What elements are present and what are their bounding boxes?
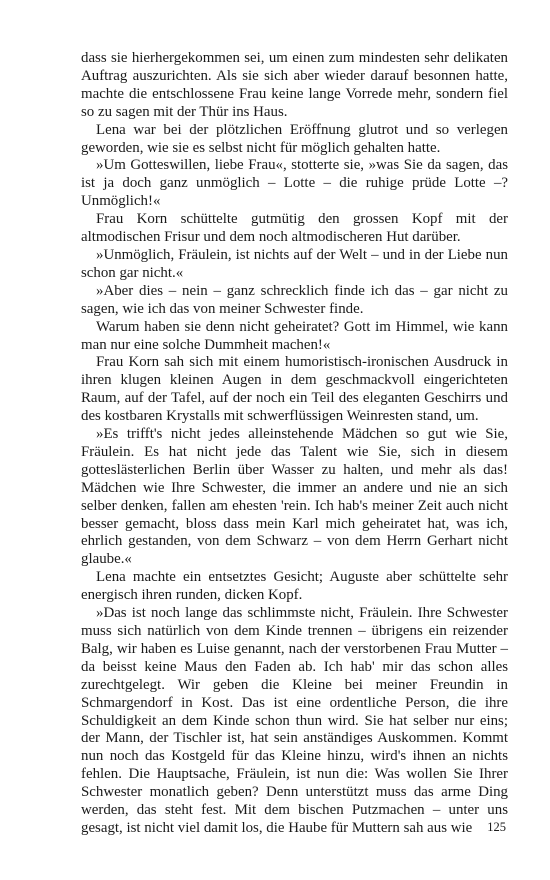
paragraph: »Aber dies – nein – ganz schrecklich finde ich das – gar nicht zu sagen, wie ich das von meiner Schwester finde. xyxy=(81,282,508,317)
paragraph: »Es trifft's nicht jedes alleinstehende Mädchen so gut wie Sie, Fräulein. Es hat nicht jede das Talent wie Sie, sich in diesem gotteslästerlichen Berlin über Wasser zu halten, und mehr als das! Mädchen wie Ihre Schwester, die immer an andere und nie an sich selber denken, fallen am ehesten 'rein. Ich hab's meiner Zeit auch nicht besser gemacht, bloss dass mein Karl mich geheiratet hat, was ich, ehrlich gestanden, von dem Schwarz – von dem Herrn Gerhart nicht glaube.« xyxy=(81,426,508,568)
page-number: 125 xyxy=(487,820,506,834)
paragraph: dass sie hierhergekommen sei, um einen zum mindesten sehr delikaten Auftrag auszurichten. Als sie sich aber wieder darauf besonnen hatte, machte die entschlossene Frau keine lange Vorrede mehr, sondern fiel so zu sagen mit der Thür ins Haus. xyxy=(81,50,508,120)
paragraph: Lena war bei der plötzlichen Eröffnung glutrot und so verlegen geworden, wie sie es selbst nicht für möglich gehalten hatte. xyxy=(81,121,508,156)
paragraph: Frau Korn schüttelte gutmütig den grossen Kopf mit der altmodischen Frisur und dem noch altmodischeren Hut darüber. xyxy=(81,211,508,246)
paragraph: Frau Korn sah sich mit einem humoristisch-ironischen Ausdruck in ihren klugen kleinen Augen in dem geschmackvoll eingerichteten Raum, auf der Tafel, auf der noch ein Teil des eleganten Geschirrs und des kostbaren Krystalls mit schwerflüssigen Weinresten stand, um. xyxy=(81,354,508,425)
page-body xyxy=(81,50,508,838)
paragraph: »Um Gotteswillen, liebe Frau«, stotterte sie, »was Sie da sagen, das ist ja doch ganz unmöglich – Lotte – die ruhige prüde Lotte –? Unmöglich!« xyxy=(81,157,508,210)
paragraph: »Unmöglich, Fräulein, ist nichts auf der Welt – und in der Liebe nun schon gar nicht.« xyxy=(81,246,508,281)
paragraph: Warum haben sie denn nicht geheiratet? Gott im Himmel, wie kann man nur eine solche Dummheit machen!« xyxy=(81,318,508,353)
paragraph: Lena machte ein entsetztes Gesicht; Auguste aber schüttelte sehr energisch ihren runden, dicken Kopf. xyxy=(81,569,508,604)
paragraph: »Das ist noch lange das schlimmste nicht, Fräulein. Ihre Schwester muss sich natürlich von dem Kinde trennen – übrigens ein reizender Balg, wir haben es Luise genannt, nach der verstorbenen Frau Mutter – da beisst keine Maus den Faden ab. Ich hab' mir das schon alles zurechtgelegt. Wir geben die Kleine bei meiner Freundin in Schmargendorf in Kost. Das ist eine ordentliche Person, die ihre Schuldigkeit an dem Kinde schon thun wird. Sie hat selber nur eins; der Mann, der Tischler ist, hat sein anständiges Auskommen. Kommt nun noch das Kostgeld für das Kleine hinzu, wird's ihnen an nichts fehlen. Die Hauptsache, Fräulein, ist nun die: Was wollen Sie Ihrer Schwester monatlich geben? Denn unterstützt muss das arme Ding werden, das steht fest. Mit dem bischen Putzmachen – unter uns gesagt, ist nicht viel damit los, die Haube für Muttern sah aus wie xyxy=(81,605,508,836)
